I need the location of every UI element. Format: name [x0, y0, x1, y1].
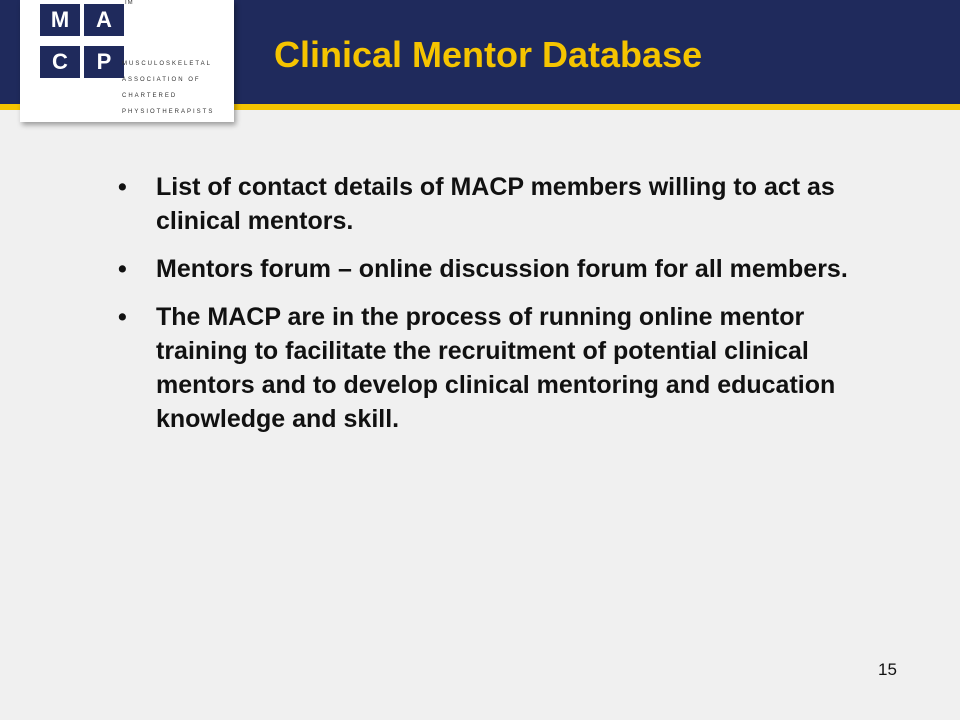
slide-title: Clinical Mentor Database: [274, 34, 703, 75]
bullet-item: [118, 252, 898, 286]
bullet-dot-icon: •: [118, 303, 127, 331]
bullet-item: [118, 170, 898, 238]
logo-tile-c: C: [40, 46, 80, 78]
bullet-text: List of contact details of MACP members willing to act as clinical mentors.: [156, 173, 835, 235]
bullet-dot-icon: •: [118, 255, 127, 283]
macp-logo: [20, 0, 234, 122]
logo-org-name: [122, 56, 214, 120]
logo-line-4: PHYSIOTHERAPISTS: [122, 109, 215, 115]
bullet-text: Mentors forum – online discussion forum for all members.: [156, 255, 848, 283]
bullet-dot-icon: •: [118, 173, 127, 201]
logo-line-1: MUSCULOSKELETAL: [122, 61, 212, 67]
slide-page-number: 15: [878, 660, 897, 679]
logo-tile-m: M: [40, 4, 80, 36]
logo-line-2: ASSOCIATION OF: [122, 77, 201, 83]
bullet-list: [118, 170, 898, 450]
logo-tile-a: A: [84, 4, 124, 36]
bullet-text: The MACP are in the process of running online mentor training to facilitate the recruitment of potential clinical mentors and to develop clinical mentoring and education knowledge and skill.: [156, 303, 836, 433]
logo-tile-p: P: [84, 46, 124, 78]
logo-line-3: CHARTERED: [122, 93, 178, 99]
bullet-item: [118, 300, 898, 436]
logo-trademark: TM: [124, 0, 133, 6]
